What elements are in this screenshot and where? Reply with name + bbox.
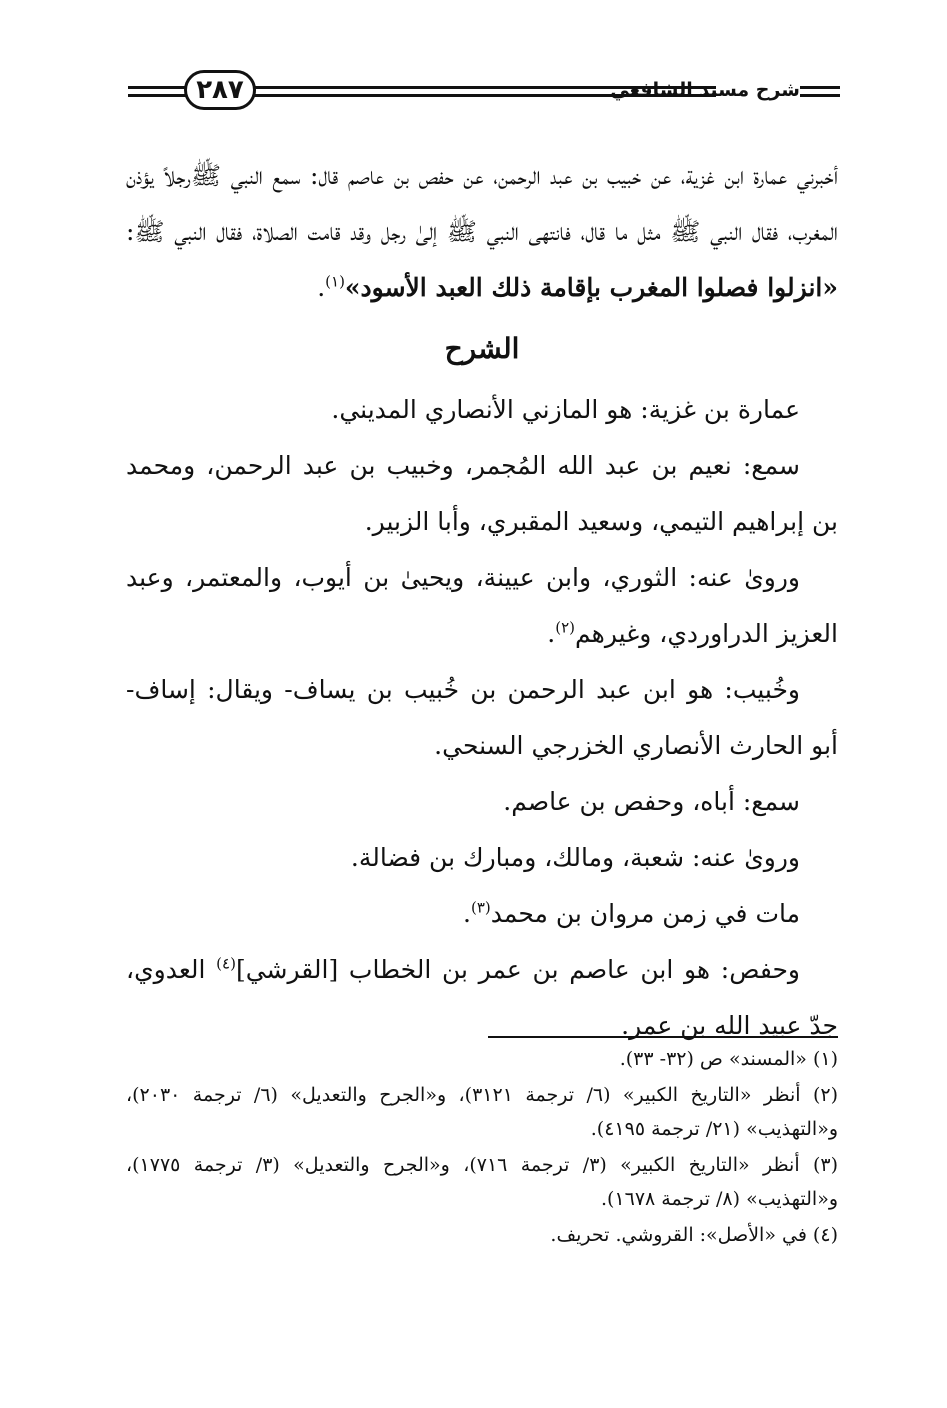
footnote: (٢) أنظر «التاريخ الكبير» (٦/ ترجمة ٣١٢١)، و«الجرح والتعديل» (٦/ ترجمة ٢٠٣٠)، و«التهذيب» (٢١/ ترجمة ٤١٩٥). [126,1084,838,1140]
footnote: (١) «المسند» ص (٣٢- ٣٣). [619,1048,838,1070]
section-heading: الشرح [444,332,520,365]
paragraph [126,886,838,942]
paragraph: سمع: أباه، وحفص بن عاصم. [503,787,800,816]
running-title: شرح مسند الشافعي [610,79,800,101]
footnote: (٤) في «الأصل»: القروشي. تحريف. [550,1224,838,1246]
page-number: ٢٨٧ [184,70,256,110]
hadith-text: أخبرني عمارة ابن غزية، عن خبيب بن عبد الرحمن، عن حفص بن عاصم قال: سمع النبي ﷺرجلاً يؤذن المغرب، فقال النبي ﷺ مثل ما قال، فانتهى النبي ﷺ إلىٰ رجل وقد قامت الصلاة، فقال النبي ﷺ: [126,161,838,246]
header-rule [800,94,840,97]
header-rule [128,86,186,89]
punctuation: . [547,619,556,648]
page-header [128,68,840,120]
paragraph-text: العدوي، جدّ عبيد الله بن عمر. [126,955,838,1040]
paragraph: سمع: نعيم بن عبد الله المُجمر، وخبيب بن عبد الرحمن، ومحمد بن إبراهيم التيمي، وسعيد المقبري، وأبا الزبير. [126,451,838,536]
main-text [126,148,838,1054]
header-rule [800,86,840,89]
footnote-ref: (١) [325,272,345,291]
footnote-ref: (٢) [555,618,575,637]
footnote: (٣) أنظر «التاريخ الكبير» (٣/ ترجمة ٧١٦)، و«الجرح والتعديل» (٣/ ترجمة ١٧٧٥)، و«التهذيب» (٨/ ترجمة ١٦٧٨). [126,1154,839,1210]
paragraph: وخُبيب: هو ابن عبد الرحمن بن خُبيب بن يساف- ويقال: إساف- أبو الحارث الأنصاري الخزرجي السنحي. [126,675,838,760]
paragraph: وروىٰ عنه: شعبة، ومالك، ومبارك بن فضالة. [350,843,800,872]
footnote-separator [488,1036,838,1038]
punctuation: . [317,273,326,302]
footnote-ref: (٣) [471,898,491,917]
paragraph: عمارة بن غزية: هو المازني الأنصاري المديني. [331,395,800,424]
paragraph-text: مات في زمن مروان بن محمد [490,899,800,928]
punctuation: . [463,899,471,928]
paragraph-text: وروىٰ عنه: الثوري، وابن عيينة، ويحيىٰ بن أيوب، والمعتمر، وعبد العزيز الدراوردي، وغيرهم [126,563,838,648]
hadith-paragraph [126,148,838,316]
hadith-quote: «انزلوا فصلوا المغرب بإقامة ذلك العبد الأسود» [344,273,838,302]
header-rule [128,94,186,97]
footnote-ref: (٤) [216,954,236,973]
footnotes [126,1042,838,1254]
paragraph-text: وحفص: هو ابن عاصم بن عمر بن الخطاب [القرشي] [235,955,800,984]
paragraph [126,550,838,662]
